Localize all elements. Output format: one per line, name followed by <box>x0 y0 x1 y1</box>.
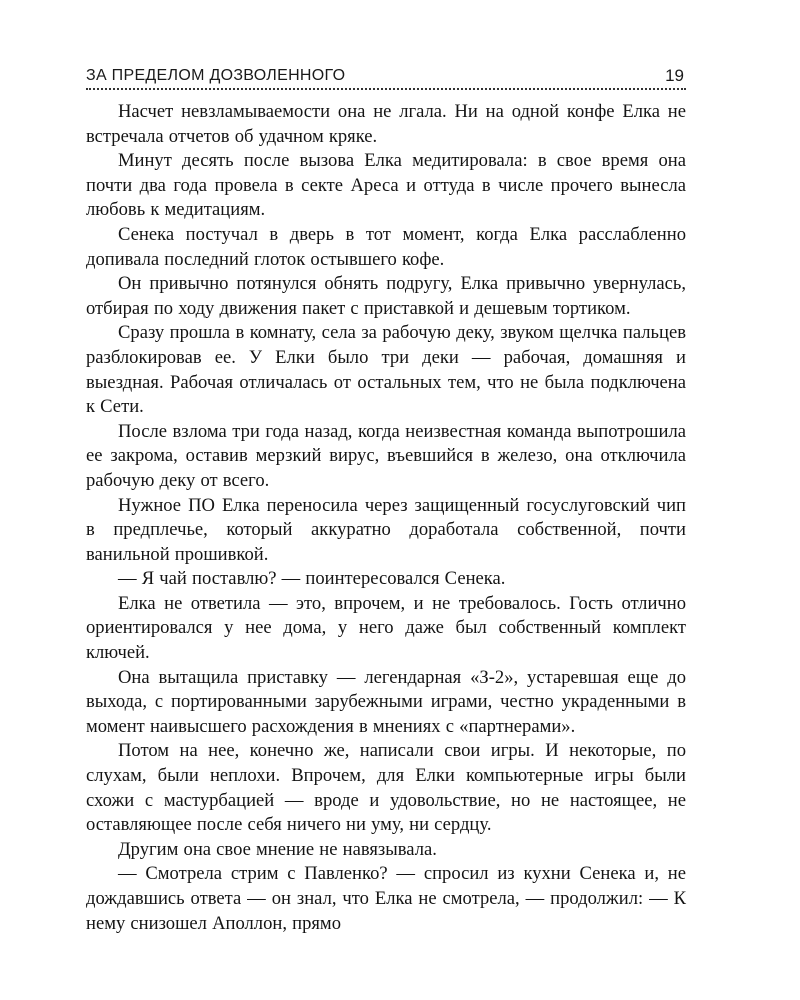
paragraph: Он привычно потянулся обнять подругу, Елка привычно увернулась, отбирая по ходу движения пакет с приставкой и дешевым тортиком. <box>86 273 686 319</box>
paragraph: — Я чай поставлю? — поинтересовался Сенека. <box>118 568 506 590</box>
paragraph: Другим она свое мнение не навязывала. <box>118 838 437 860</box>
paragraph: Минут десять после вызова Елка медитировала: в свое время она почти два года провела в секте Ареса и оттуда в числе прочего вынесла любовь к медитациям. <box>86 150 686 221</box>
paragraph: Сенека постучал в дверь в тот момент, когда Елка расслабленно допивала последний глоток остывшего кофе. <box>86 223 686 270</box>
running-title: ЗА ПРЕДЕЛОМ ДОЗВОЛЕННОГО <box>86 67 346 84</box>
header-dotted-rule <box>86 88 686 90</box>
paragraph: — Смотрела стрим с Павленко? — спросил из кухни Сенека и, не дождавшись ответа — он знал, что Елка не смотрела, — продолжил: — К нему снизошел Аполлон, прямо <box>86 863 686 934</box>
paragraph: Нужное ПО Елка переносила через защищенный госуслуговский чип в предплечье, который аккуратно доработала собственной, почти ванильной прошивкой. <box>86 494 686 565</box>
paragraph: Елка не ответила — это, впрочем, и не требовалось. Гость отлично ориентировался у нее дома, у него даже был собственный комплект ключей. <box>86 592 686 664</box>
paragraph: Сразу прошла в комнату, села за рабочую деку, звуком щелчка пальцев разблокировав ее. У Елки было три деки — рабочая, домашняя и выездная. Рабочая отличалась от остальных тем, что не была подключена к Сети. <box>86 322 686 418</box>
paragraph: Она вытащила приставку — легендарная «З-2», устаревшая еще до выхода, с портированными зарубежными играми, честно украденными в момент наивысшего расхождения в мнениях с «партнерами». <box>86 666 686 737</box>
page-header <box>86 66 686 90</box>
paragraph: После взлома три года назад, когда неизвестная команда выпотрошила ее закрома, оставив мерзкий вирус, въевшийся в железо, она отключила рабочую деку от всего. <box>86 420 686 491</box>
page-number: 19 <box>665 66 684 85</box>
paragraph: Насчет невзламываемости она не лгала. Ни на одной конфе Елка не встречала отчетов об удачном кряке. <box>86 101 686 147</box>
body-text <box>86 100 686 936</box>
paragraph: Потом на нее, конечно же, написали свои игры. И некоторые, по слухам, были неплохи. Впрочем, для Елки компьютерные игры были схожи с мастурбацией — вроде и удовольствие, но не настоящее, не оставляющее после себя ничего ни уму, ни сердцу. <box>86 740 686 836</box>
